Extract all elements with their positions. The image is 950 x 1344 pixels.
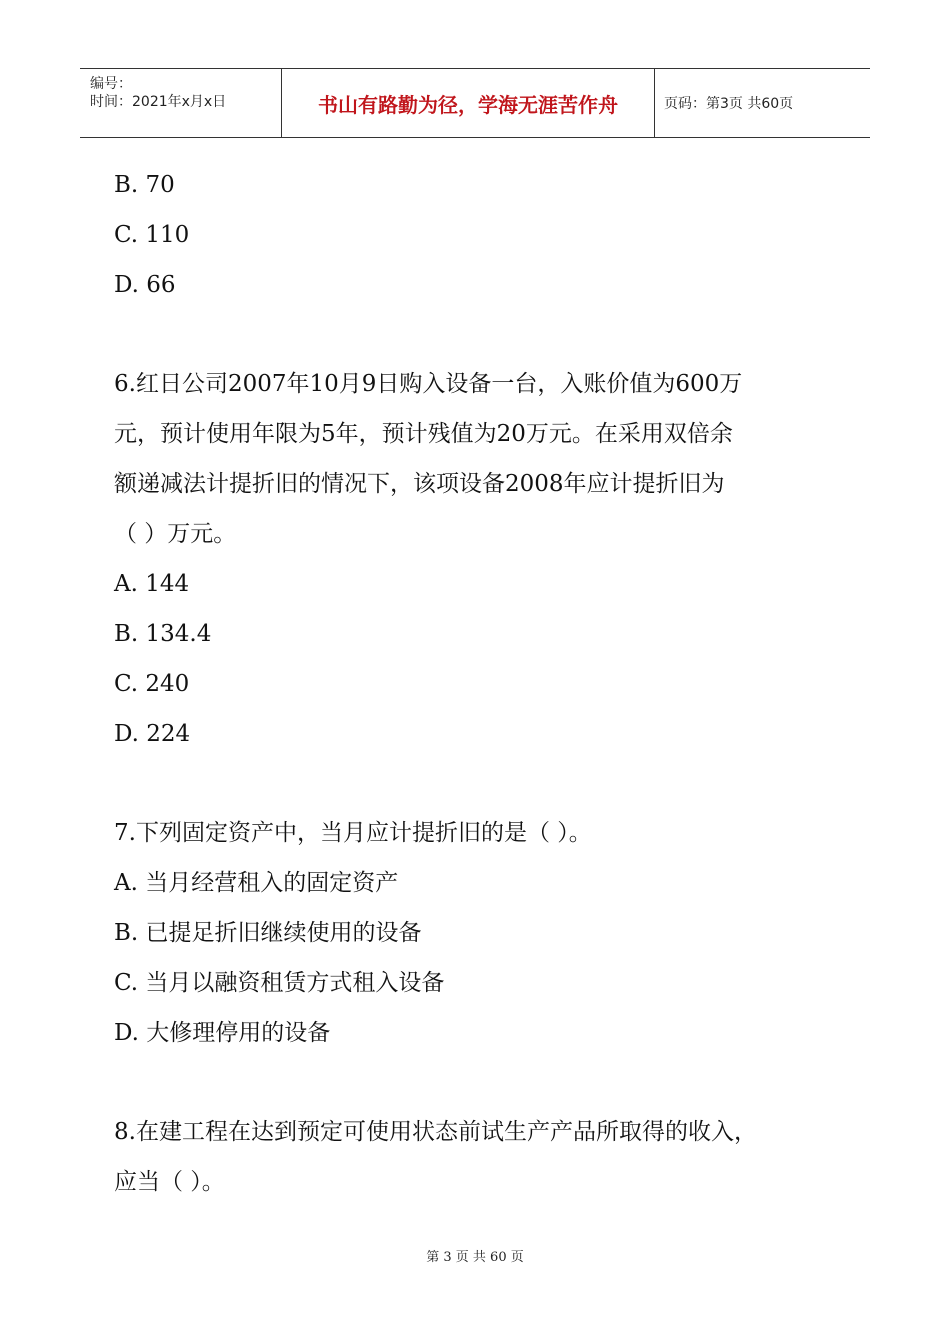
question-6-line: 额递减法计提折旧的情况下，该项设备2008年应计提折旧为 (114, 471, 725, 497)
page-header (80, 68, 870, 138)
option-line: B. 已提足折旧继续使用的设备 (114, 920, 422, 946)
header-motto: 书山有路勤为径，学海无涯苦作舟 (281, 69, 655, 137)
header-page-info (654, 69, 870, 137)
question-8-line: 应当（ ）。 (114, 1169, 225, 1195)
question-6-line: （ ）万元。 (114, 521, 237, 547)
page-footer: 第 3 页 共 60 页 (426, 1250, 524, 1265)
option-line: C. 当月以融资租赁方式租入设备 (114, 970, 445, 996)
option-line: D. 大修理停用的设备 (114, 1020, 331, 1046)
header-meta (80, 69, 281, 137)
question-6-line: 6.红日公司2007年10月9日购入设备一台，入账价值为600万 (114, 371, 743, 397)
option-line: D. 224 (114, 721, 191, 747)
number-label: 编号： (90, 76, 132, 92)
question-7-line: 7.下列固定资产中，当月应计提折旧的是（ ）。 (114, 820, 592, 846)
option-line: A. 144 (114, 571, 190, 597)
question-8-line: 8.在建工程在达到预定可使用状态前试生产产品所取得的收入， (114, 1119, 757, 1145)
option-line: B. 134.4 (114, 621, 212, 647)
option-line: B. 70 (114, 172, 175, 198)
option-line: C. 240 (114, 671, 190, 697)
option-line: D. 66 (114, 272, 176, 298)
time-label: 时间：2021年x月x日 (90, 94, 227, 110)
document-body (114, 160, 834, 1207)
option-line: A. 当月经营租入的固定资产 (114, 870, 399, 896)
page-info-text: 页码：第3页 共60页 (664, 96, 794, 112)
option-line: C. 110 (114, 222, 190, 248)
question-6-line: 元，预计使用年限为5年，预计残值为20万元。在采用双倍余 (114, 421, 733, 447)
